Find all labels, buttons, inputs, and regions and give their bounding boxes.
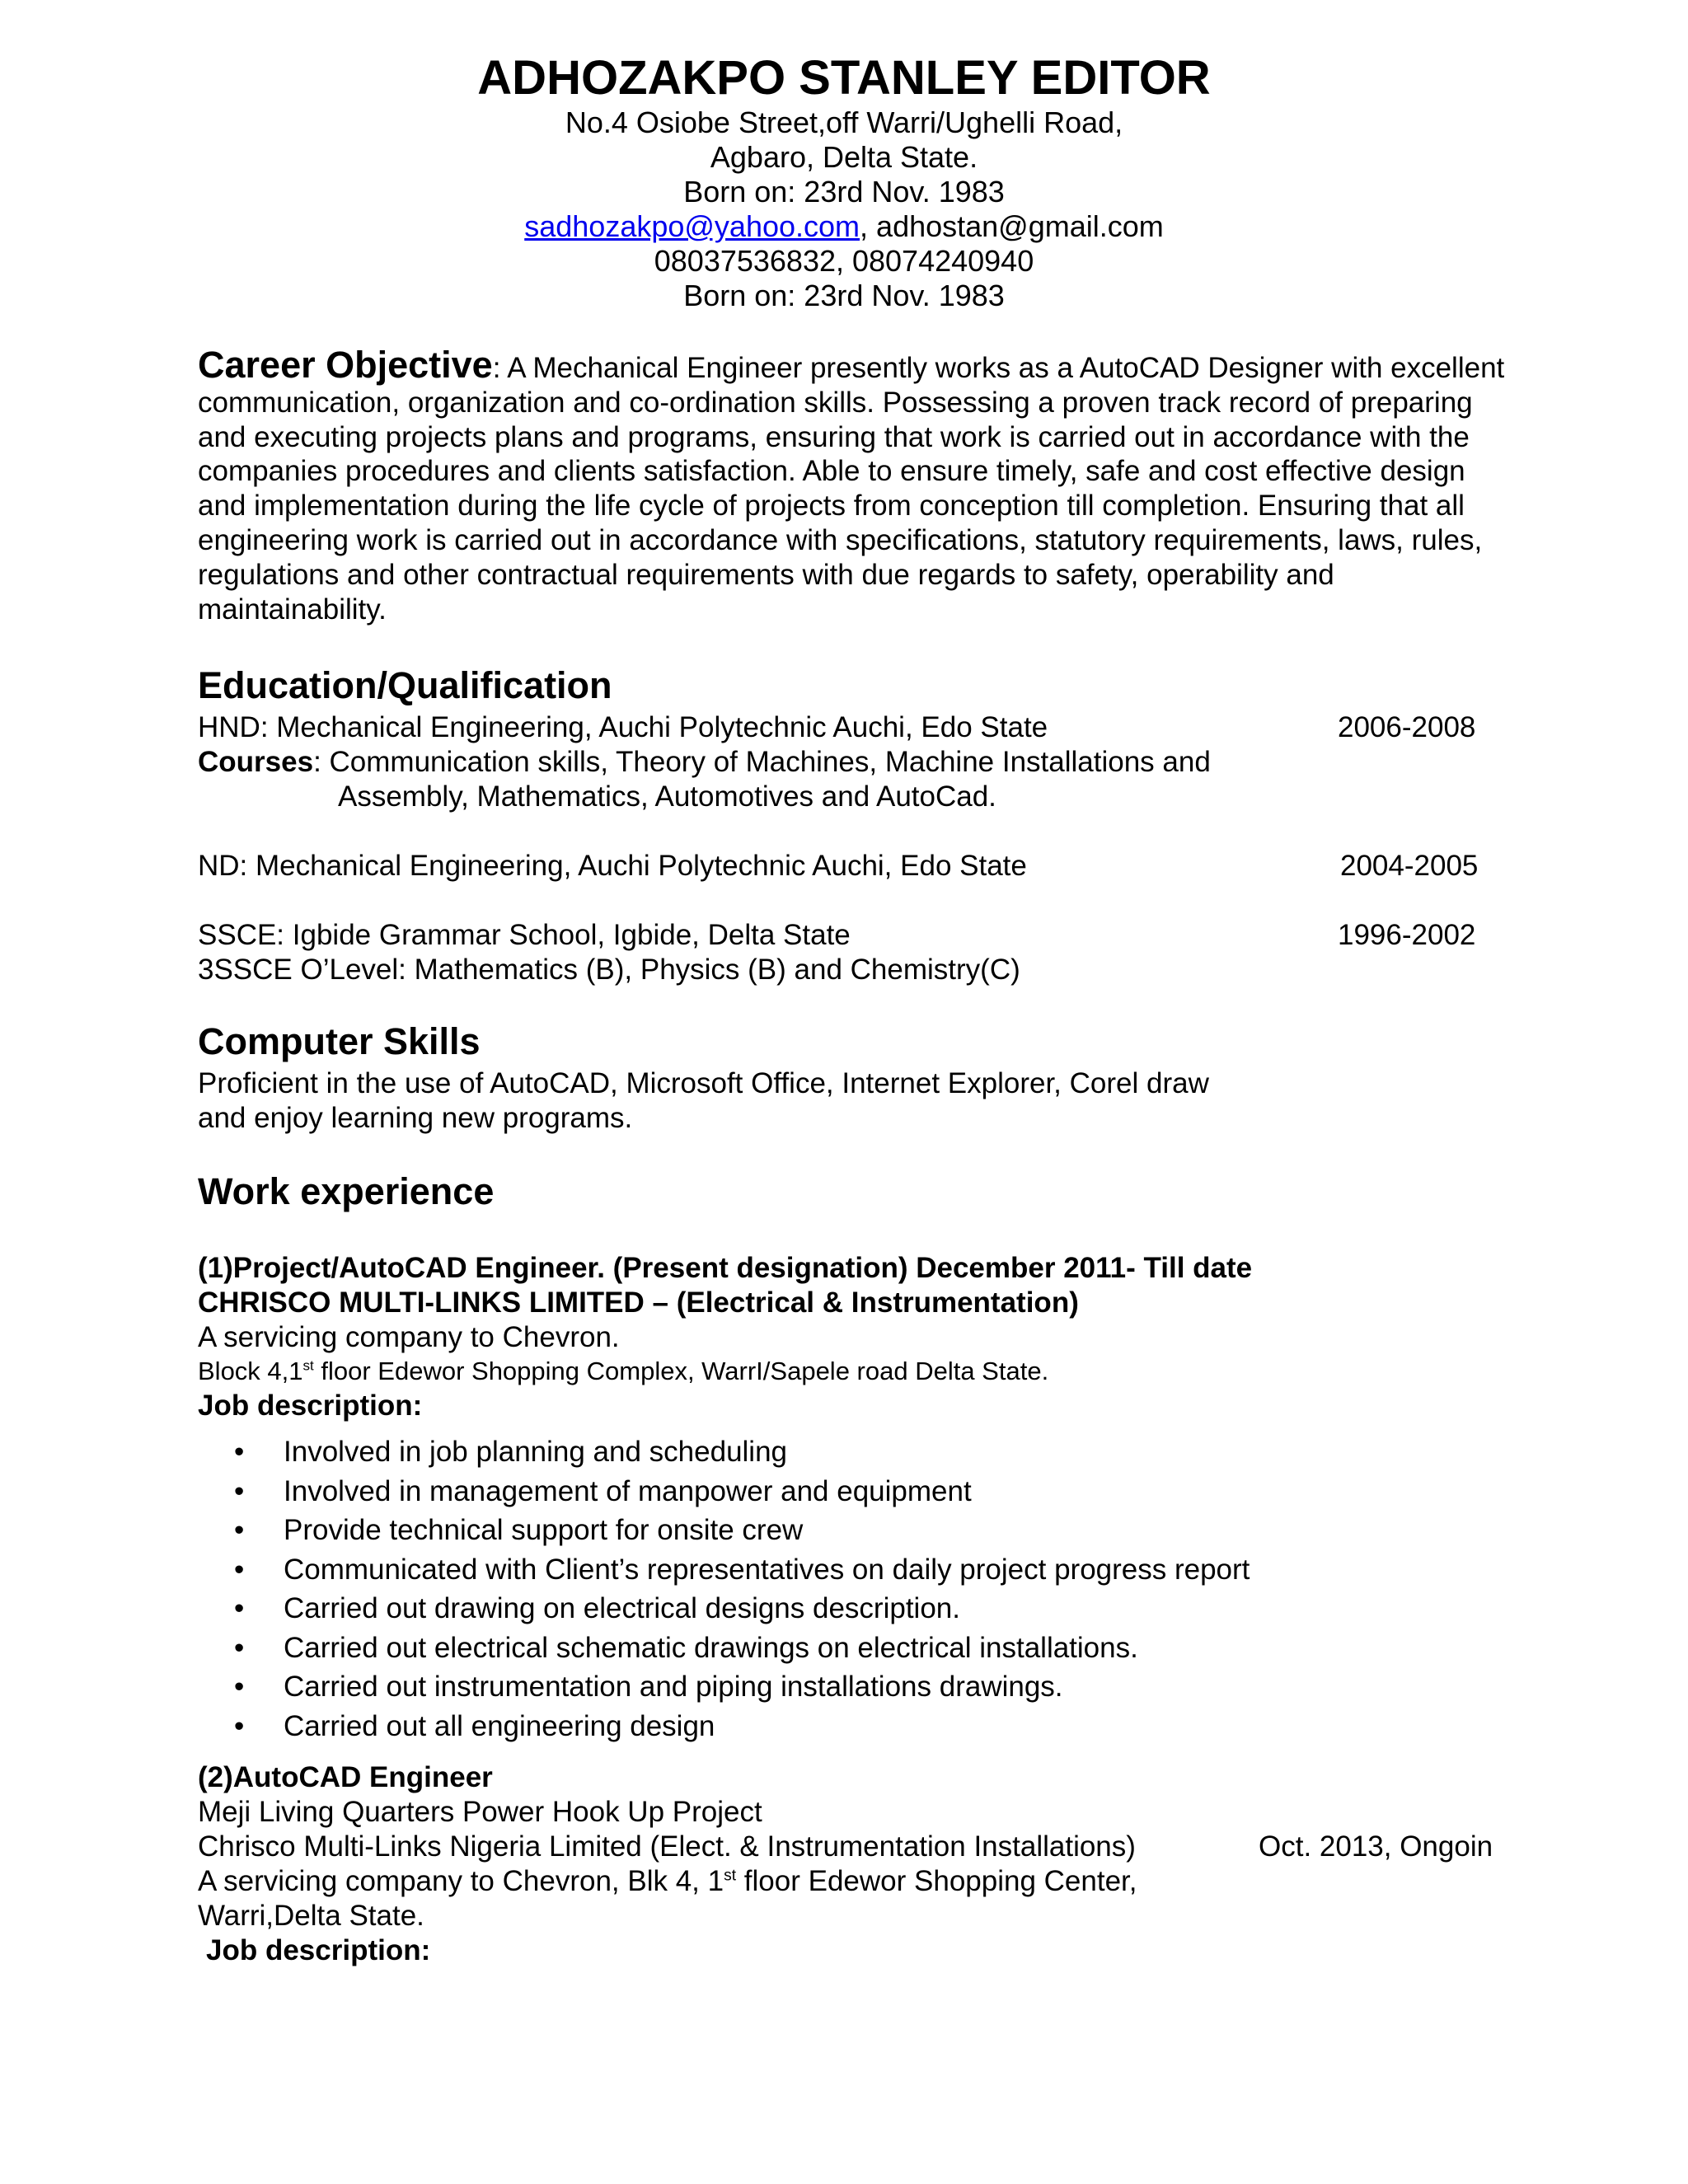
- job1-duties-list: [198, 1432, 1250, 1746]
- duty-text: Carried out all engineering design: [284, 1709, 715, 1742]
- email-separator: ,: [860, 209, 877, 243]
- job2-location: Warri,Delta State.: [198, 1900, 424, 1932]
- job2-company: Chrisco Multi-Links Nigeria Limited (Elect. & Instrumentation Installations): [198, 1830, 1136, 1863]
- courses-line-2: Assembly, Mathematics, Automotives and AutoCad.: [338, 780, 996, 813]
- email-link-yahoo[interactable]: sadhozakpo@yahoo.com: [524, 209, 860, 243]
- duty-text: Provide technical support for onsite crew: [284, 1514, 804, 1546]
- list-item: [198, 1629, 1250, 1668]
- candidate-name: ADHOZAKPO STANLEY EDITOR: [477, 51, 1211, 105]
- email-line: [0, 209, 1688, 244]
- job2-servicing-part-b: floor Edewor Shopping Center,: [736, 1865, 1137, 1897]
- duty-text: Communicated with Client’s representatives on daily project progress report: [284, 1553, 1250, 1586]
- bullet-icon: •: [234, 1671, 245, 1703]
- address-line-1: No.4 Osiobe Street,off Warri/Ughelli Road,: [565, 105, 1123, 139]
- list-item: [198, 1589, 1250, 1629]
- job2-date: Oct. 2013, Ongoin: [1259, 1830, 1493, 1863]
- bullet-icon: •: [234, 1592, 245, 1624]
- job2-servicing-superscript: st: [724, 1867, 737, 1885]
- education-heading: Education/Qualification: [198, 664, 612, 706]
- courses-line-1: [198, 745, 1211, 780]
- bullet-icon: •: [234, 1709, 245, 1742]
- career-objective-text: : A Mechanical Engineer presently works as a AutoCAD Designer with excellent communication, organization and co-ordination skills. Possessing a proven track record of preparing and executing projects plans and programs, ensuring that work is carried out in accordance with the companies procedures and clients satisfaction. Able to ensure timely, safe and cost effective design and implementation during the life cycle of projects from conception till completion. Ensuring that all engineering work is carried out in accordance with specifications, statutory requirements, laws, rules, regulations and other contractual requirements with due regards to safety, operability and maintainability.: [198, 352, 1505, 626]
- nd-years: 2004-2005: [1340, 850, 1479, 882]
- job1-address-superscript: st: [302, 1357, 314, 1374]
- email-gmail: adhostan@gmail.com: [876, 209, 1164, 243]
- list-item: [198, 1667, 1250, 1707]
- bullet-icon: •: [234, 1631, 245, 1664]
- computer-skills-line-2: and enjoy learning new programs.: [198, 1102, 633, 1134]
- job1-address-part-a: Block 4,1: [198, 1357, 303, 1385]
- duty-text: Involved in management of manpower and equipment: [284, 1474, 972, 1507]
- job2-description-label: Job description:: [206, 1934, 431, 1966]
- list-item: [198, 1707, 1250, 1746]
- career-objective-heading: Career Objective: [198, 344, 493, 386]
- bullet-icon: •: [234, 1514, 245, 1546]
- bullet-icon: •: [234, 1553, 245, 1586]
- courses-text-1: : Communication skills, Theory of Machines, Machine Installations and: [313, 746, 1211, 778]
- address-line-2: Agbaro, Delta State.: [710, 140, 978, 174]
- job1-servicing: A servicing company to Chevron.: [198, 1321, 620, 1353]
- phone-numbers: 08037536832, 08074240940: [654, 244, 1034, 278]
- hnd-years: 2006-2008: [1338, 711, 1476, 743]
- ssce-qualification: SSCE: Igbide Grammar School, Igbide, Delta State: [198, 919, 851, 951]
- job2-servicing: [198, 1864, 1137, 1899]
- duty-text: Carried out electrical schematic drawings on electrical installations.: [284, 1631, 1138, 1664]
- job1-title: (1)Project/AutoCAD Engineer. (Present designation) December 2011- Till date: [198, 1252, 1253, 1284]
- list-item: [198, 1550, 1250, 1590]
- bullet-icon: •: [234, 1474, 245, 1507]
- job1-company: CHRISCO MULTI-LINKS LIMITED – (Electrical & Instrumentation): [198, 1286, 1079, 1319]
- duty-text: Involved in job planning and scheduling: [284, 1436, 788, 1468]
- career-objective: [198, 344, 1517, 626]
- birth-date-line-repeat: Born on: 23rd Nov. 1983: [683, 279, 1005, 312]
- list-item: [198, 1511, 1250, 1550]
- job1-description-label: Job description:: [198, 1390, 423, 1422]
- birth-date-line: Born on: 23rd Nov. 1983: [683, 175, 1005, 209]
- job2-project: Meji Living Quarters Power Hook Up Project: [198, 1796, 762, 1828]
- duty-text: Carried out drawing on electrical designs description.: [284, 1592, 960, 1624]
- computer-skills-line-1: Proficient in the use of AutoCAD, Microsoft Office, Internet Explorer, Corel draw: [198, 1067, 1209, 1099]
- nd-qualification: ND: Mechanical Engineering, Auchi Polytechnic Auchi, Edo State: [198, 850, 1027, 882]
- courses-label: Courses: [198, 746, 314, 778]
- bullet-icon: •: [234, 1436, 245, 1468]
- list-item: [198, 1472, 1250, 1511]
- job2-servicing-part-a: A servicing company to Chevron, Blk 4, 1: [198, 1865, 724, 1897]
- list-item: [198, 1432, 1250, 1472]
- hnd-qualification: HND: Mechanical Engineering, Auchi Polytechnic Auchi, Edo State: [198, 711, 1048, 743]
- duty-text: Carried out instrumentation and piping installations drawings.: [284, 1671, 1063, 1703]
- job1-address: [198, 1356, 1048, 1387]
- computer-skills-heading: Computer Skills: [198, 1020, 481, 1062]
- ssce-years: 1996-2002: [1338, 919, 1476, 951]
- work-experience-heading: Work experience: [198, 1170, 495, 1212]
- job2-title: (2)AutoCAD Engineer: [198, 1761, 493, 1793]
- job1-address-part-b: floor Edewor Shopping Complex, WarrI/Sapele road Delta State.: [313, 1357, 1049, 1385]
- olevel-results: 3SSCE O’Level: Mathematics (B), Physics (B) and Chemistry(C): [198, 954, 1020, 986]
